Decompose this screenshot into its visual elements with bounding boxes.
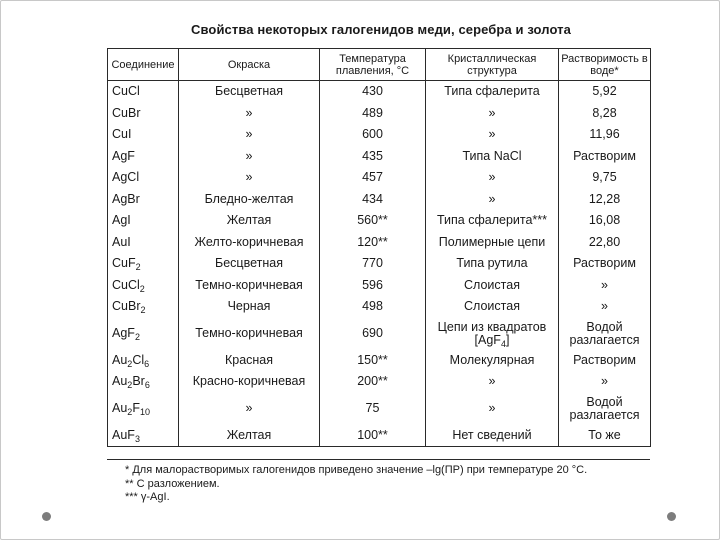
melting-point-cell: [320, 232, 426, 254]
text-part: 5,92: [592, 84, 617, 99]
structure-cell: [426, 275, 559, 297]
header-melting-point: Температура плавления, °С: [320, 49, 426, 81]
melting-point-cell: [320, 146, 426, 168]
text-part: »: [245, 148, 253, 163]
table-row: [108, 296, 651, 318]
text-part: 430: [362, 84, 383, 99]
text-part: Бледно-желтая: [204, 191, 294, 206]
subscript: 4: [500, 338, 506, 349]
text-part: Растворим: [573, 256, 636, 271]
solubility-cell: [559, 275, 651, 297]
text-part: Красная: [224, 352, 274, 367]
text-part: Бесцветная: [215, 84, 283, 99]
text-part: 150**: [357, 352, 388, 367]
slide-dot-right: [667, 512, 676, 521]
text-part: Cl: [132, 352, 145, 367]
text-part: 560**: [357, 213, 388, 228]
text-line: [428, 334, 556, 347]
color-cell: [179, 425, 320, 447]
compound-cell: [108, 124, 179, 146]
solubility-cell: [559, 189, 651, 211]
solubility-cell: [559, 318, 651, 350]
melting-point-cell: [320, 253, 426, 275]
text-part: Желтая: [226, 427, 272, 442]
table-row: [108, 124, 651, 146]
table-row: [108, 253, 651, 275]
color-cell: [179, 146, 320, 168]
text-part: Слоистая: [464, 299, 520, 314]
text-part: »: [488, 127, 496, 142]
structure-cell: [426, 253, 559, 275]
text-part: Темно-коричневая: [195, 277, 303, 292]
structure-cell: [426, 232, 559, 254]
text-part: 100**: [357, 427, 388, 442]
table-row: [108, 350, 651, 372]
color-cell: [179, 253, 320, 275]
text-part: »: [488, 374, 496, 389]
structure-cell: [426, 146, 559, 168]
color-cell: [179, 167, 320, 189]
text-part: »: [488, 191, 496, 206]
table-row: [108, 210, 651, 232]
text-part: 498: [362, 299, 383, 314]
solubility-cell: [559, 371, 651, 393]
table-title: Свойства некоторых галогенидов меди, серебра и золота: [191, 22, 571, 37]
solubility-cell: [559, 210, 651, 232]
text-part: ]: [505, 332, 510, 347]
subscript: 2: [127, 358, 133, 369]
melting-point-cell: [320, 318, 426, 350]
solubility-cell: [559, 103, 651, 125]
text-part: Br: [132, 374, 145, 389]
color-cell: [179, 393, 320, 425]
structure-cell: [426, 210, 559, 232]
table-row: [108, 393, 651, 425]
compound-cell: [108, 81, 179, 103]
text-part: F: [132, 401, 140, 415]
table-row: [108, 103, 651, 125]
text-part: »: [245, 105, 253, 120]
text-part: 9,75: [592, 170, 617, 185]
footnote-1: * Для малорастворимых галогенидов приведено значение –lg(ПР) при температуре 20 °С.: [125, 464, 588, 476]
text-part: 16,08: [588, 213, 621, 228]
footnotes: [125, 464, 655, 505]
melting-point-cell: [320, 425, 426, 447]
header-crystal-structure: Кристаллическая структура: [426, 49, 559, 81]
text-part: 434: [362, 191, 383, 206]
subscript: 10: [139, 407, 150, 417]
solubility-cell: [559, 425, 651, 447]
text-part: CuI: [112, 127, 132, 142]
compound-cell: [108, 103, 179, 125]
text-part: 120**: [357, 234, 388, 249]
text-part: Au: [112, 374, 128, 389]
text-line: Водой: [586, 394, 623, 409]
text-part: Темно-коричневая: [195, 326, 303, 340]
text-part: Черная: [227, 299, 271, 314]
melting-point-cell: [320, 296, 426, 318]
header-color: Окраска: [179, 49, 320, 81]
table-body: [108, 81, 651, 447]
text-part: Типа сфалерита***: [436, 213, 548, 228]
solubility-cell: [559, 296, 651, 318]
color-cell: [179, 124, 320, 146]
slide-dot-left: [42, 512, 51, 521]
color-cell: [179, 103, 320, 125]
text-part: »: [245, 401, 253, 415]
melting-point-cell: [320, 124, 426, 146]
text-line: разлагается: [569, 407, 640, 422]
color-cell: [179, 275, 320, 297]
text-part: 22,80: [588, 234, 621, 249]
table-row: [108, 371, 651, 393]
subscript: 6: [144, 380, 150, 391]
text-part: »: [488, 170, 496, 185]
text-part: CuBr: [112, 105, 141, 120]
solubility-cell: [559, 81, 651, 103]
compound-cell: [108, 189, 179, 211]
solubility-cell: [559, 167, 651, 189]
text-part: 75: [365, 401, 380, 415]
text-part: »: [601, 299, 608, 314]
text-part: AgI: [112, 213, 131, 228]
compound-cell: [108, 296, 179, 318]
text-part: 8,28: [592, 105, 617, 120]
compound-cell: [108, 393, 179, 425]
subscript: 2: [135, 262, 141, 273]
text-part: 600: [362, 127, 383, 142]
text-part: Растворим: [573, 148, 636, 163]
text-part: AgF: [112, 148, 135, 163]
text-part: »: [488, 105, 496, 120]
compound-cell: [108, 318, 179, 350]
subscript: 2: [140, 305, 146, 316]
table-row: [108, 425, 651, 447]
structure-cell: [426, 393, 559, 425]
melting-point-cell: [320, 189, 426, 211]
table-row: [108, 275, 651, 297]
footnote-2: ** С разложением.: [125, 477, 220, 490]
text-part: [AgF: [474, 332, 501, 347]
text-part: CuCl: [112, 84, 140, 99]
compound-cell: [108, 253, 179, 275]
structure-cell: [426, 124, 559, 146]
structure-cell: [426, 318, 559, 350]
text-part: Типа сфалерита: [444, 84, 540, 99]
melting-point-cell: [320, 210, 426, 232]
footnote-divider: [107, 459, 650, 460]
text-part: 200**: [357, 374, 388, 389]
color-cell: [179, 232, 320, 254]
footnote-3: *** γ-AgI.: [125, 491, 170, 503]
structure-cell: [426, 103, 559, 125]
melting-point-cell: [320, 275, 426, 297]
text-part: 489: [362, 105, 383, 120]
compound-cell: [108, 275, 179, 297]
text-part: Au: [112, 401, 128, 415]
structure-cell: [426, 371, 559, 393]
table-row: [108, 167, 651, 189]
compound-cell: [108, 232, 179, 254]
text-part: »: [245, 127, 253, 142]
text-part: Au: [112, 352, 128, 367]
text-part: То же: [588, 427, 621, 442]
melting-point-cell: [320, 393, 426, 425]
structure-cell: [426, 167, 559, 189]
text-part: Типа NaCl: [462, 148, 522, 163]
compound-cell: [108, 210, 179, 232]
text-part: AgCl: [112, 170, 140, 185]
text-part: CuF: [112, 256, 136, 271]
text-part: Растворим: [573, 352, 636, 367]
table-row: [108, 318, 651, 350]
color-cell: [179, 296, 320, 318]
text-part: Желто-коричневая: [194, 234, 304, 249]
text-part: 435: [362, 148, 383, 163]
text-part: Типа рутила: [456, 256, 528, 271]
compound-cell: [108, 350, 179, 372]
solubility-cell: [559, 253, 651, 275]
structure-cell: [426, 296, 559, 318]
melting-point-cell: [320, 103, 426, 125]
melting-point-cell: [320, 167, 426, 189]
text-part: 690: [362, 326, 383, 340]
text-part: CuBr: [112, 299, 141, 314]
subscript: 3: [134, 433, 140, 444]
text-part: 457: [362, 170, 383, 185]
text-part: Нет сведений: [452, 427, 532, 442]
text-part: Красно-коричневая: [192, 374, 306, 389]
subscript: 2: [139, 283, 145, 294]
properties-table: [107, 48, 651, 447]
text-part: CuCl: [112, 277, 140, 292]
color-cell: [179, 210, 320, 232]
text-part: 12,28: [588, 191, 621, 206]
subscript: 2: [127, 380, 133, 391]
melting-point-cell: [320, 371, 426, 393]
text-part: AgF: [112, 326, 135, 340]
color-cell: [179, 318, 320, 350]
compound-cell: [108, 371, 179, 393]
solubility-cell: [559, 350, 651, 372]
compound-cell: [108, 425, 179, 447]
header-compound: Соединение: [108, 49, 179, 81]
subscript: 2: [127, 407, 133, 417]
melting-point-cell: [320, 350, 426, 372]
structure-cell: [426, 350, 559, 372]
color-cell: [179, 350, 320, 372]
text-line: Цепи из квадратов: [437, 319, 547, 334]
color-cell: [179, 371, 320, 393]
text-part: AuF: [112, 427, 135, 442]
text-part: »: [245, 170, 253, 185]
header-solubility: Растворимость в воде*: [559, 49, 651, 81]
solubility-cell: [559, 232, 651, 254]
text-part: »: [488, 401, 496, 415]
solubility-cell: [559, 146, 651, 168]
solubility-cell: [559, 393, 651, 425]
text-part: AgBr: [112, 191, 140, 206]
text-part: Бесцветная: [215, 256, 283, 271]
text-part: Желтая: [226, 213, 272, 228]
color-cell: [179, 81, 320, 103]
subscript: 2: [134, 332, 140, 342]
scanned-page: [103, 18, 659, 512]
color-cell: [179, 189, 320, 211]
text-part: Полимерные цепи: [438, 234, 546, 249]
text-line: Водой: [586, 319, 623, 334]
text-part: AuI: [112, 234, 131, 249]
subscript: 6: [144, 358, 150, 369]
structure-cell: [426, 425, 559, 447]
table-row: [108, 146, 651, 168]
compound-cell: [108, 167, 179, 189]
text-part: Молекулярная: [449, 352, 535, 367]
table-row: [108, 232, 651, 254]
text-part: »: [601, 277, 608, 292]
text-line: разлагается: [569, 332, 640, 347]
structure-cell: [426, 81, 559, 103]
text-part: 596: [362, 277, 383, 292]
compound-cell: [108, 146, 179, 168]
solubility-cell: [559, 124, 651, 146]
structure-cell: [426, 189, 559, 211]
text-part: 11,96: [589, 127, 620, 142]
text-part: »: [601, 374, 608, 389]
text-part: Слоистая: [464, 277, 520, 292]
text-part: 770: [362, 256, 383, 271]
melting-point-cell: [320, 81, 426, 103]
table-row: [108, 81, 651, 103]
table-row: [108, 189, 651, 211]
table-header-row: [108, 49, 651, 81]
